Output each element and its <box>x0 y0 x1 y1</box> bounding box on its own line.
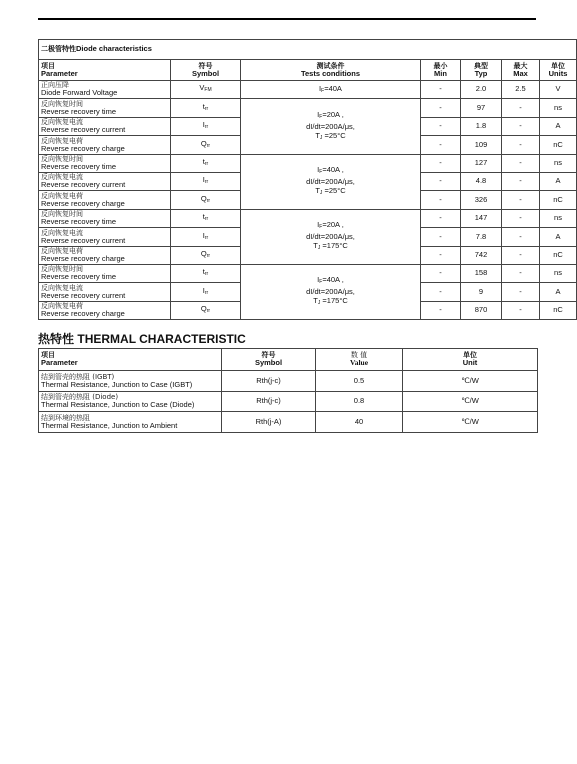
param-en: Reverse recovery time <box>41 106 117 116</box>
param-zh: 反向恢复时间 <box>41 265 83 274</box>
max-cell: - <box>502 99 540 117</box>
diode-characteristics-table <box>38 39 577 320</box>
thermal-param-en: Thermal Resistance, Junction to Case (IGBT) <box>41 379 193 389</box>
cond-line2: dI/dt=200A/μs, <box>306 121 355 131</box>
symbol-cell <box>171 228 241 246</box>
symbol-cell <box>171 81 241 99</box>
symbol-sub: rr <box>204 124 209 131</box>
header-conditions-zh: 测试条件 <box>316 61 345 70</box>
min-cell: - <box>421 264 461 282</box>
max-cell: - <box>502 283 540 301</box>
cond-temp-sub: J <box>319 134 323 141</box>
symbol-sub: rr <box>204 289 209 296</box>
cond-line2: dI/dt=200A/μs, <box>306 177 355 187</box>
param-cell <box>39 99 171 117</box>
max-cell: 2.5 <box>502 81 540 99</box>
unit-cell: A <box>540 228 577 246</box>
param-zh: 反向恢复电荷 <box>41 246 83 255</box>
unit-cell: A <box>540 283 577 301</box>
header-conditions-en: Tests conditions <box>300 68 361 78</box>
symbol-main: Q <box>200 248 207 258</box>
diode-header-row <box>39 60 577 81</box>
thermal-param-en: Thermal Resistance, Junction to Ambient <box>41 420 178 430</box>
table-row <box>39 264 577 282</box>
cond-sub: F <box>319 224 323 231</box>
param-zh: 反向恢复时间 <box>41 99 83 108</box>
cond-main: I <box>319 83 322 93</box>
max-cell: - <box>502 191 540 209</box>
header-min-zh: 最小 <box>433 61 448 70</box>
thermal-value-cell: 40 <box>316 412 403 433</box>
symbol-main: I <box>202 230 205 240</box>
symbol-sub: rr <box>204 105 209 112</box>
condition-cell <box>241 154 421 209</box>
header-parameter-zh: 项目 <box>41 61 55 70</box>
symbol-sub: rr <box>206 197 211 204</box>
cond-main: I <box>317 275 320 285</box>
thermal-header-parameter-en: Parameter <box>41 358 78 368</box>
symbol-cell <box>171 301 241 319</box>
typ-cell: 127 <box>461 154 502 172</box>
symbol-sub: rr <box>206 142 211 149</box>
min-cell: - <box>421 136 461 154</box>
cond-temp-sub: J <box>317 300 321 307</box>
cond-temp-rest: =175°C <box>320 241 348 251</box>
symbol-main: I <box>202 120 205 130</box>
typ-cell: 742 <box>461 246 502 264</box>
condition-cell <box>241 81 421 99</box>
max-cell: - <box>502 264 540 282</box>
param-en: Reverse recovery current <box>41 180 126 190</box>
unit-cell: A <box>540 117 577 135</box>
max-cell: - <box>502 301 540 319</box>
typ-cell: 326 <box>461 191 502 209</box>
symbol-cell <box>171 136 241 154</box>
table-row <box>39 99 577 117</box>
cond-sub: F <box>319 279 323 286</box>
min-cell: - <box>421 301 461 319</box>
symbol-sub: rr <box>206 308 211 315</box>
symbol-sub: rr <box>204 234 209 241</box>
header-units-en: Units <box>548 68 568 78</box>
thermal-header-row <box>39 349 538 371</box>
unit-cell: V <box>540 81 577 99</box>
thermal-header-value-zh: 数 值 <box>350 351 368 360</box>
thermal-symbol-cell: Rth(j-A) <box>222 412 316 433</box>
cond-main: I <box>317 109 320 119</box>
cond-temp-main: T <box>313 296 318 306</box>
param-zh: 反向恢复电荷 <box>41 302 83 311</box>
thermal-header-value <box>316 349 403 371</box>
header-parameter-en: Parameter <box>41 68 78 78</box>
symbol-main: Q <box>200 193 207 203</box>
header-min-en: Min <box>434 68 447 78</box>
symbol-sub: rr <box>204 216 209 223</box>
min-cell: - <box>421 172 461 190</box>
symbol-cell <box>171 209 241 227</box>
unit-cell: ns <box>540 154 577 172</box>
table-row <box>39 371 538 392</box>
symbol-cell <box>171 117 241 135</box>
min-cell: - <box>421 99 461 117</box>
thermal-symbol-cell: Rth(j-c) <box>222 371 316 392</box>
param-en: Reverse recovery time <box>41 272 117 282</box>
thermal-heading-en: THERMAL CHARACTERISTIC <box>77 332 246 346</box>
thermal-param-zh: 结到管壳的热阻 (IGBT) <box>41 372 115 381</box>
thermal-unit-cell: ℃/W <box>403 412 538 433</box>
symbol-cell <box>171 154 241 172</box>
typ-cell: 158 <box>461 264 502 282</box>
thermal-header-unit-en: Unit <box>462 358 478 368</box>
unit-cell: nC <box>540 301 577 319</box>
diode-table-title <box>39 40 577 60</box>
thermal-param-zh: 结到管壳的热阻 (Diode) <box>41 393 119 401</box>
typ-cell: 870 <box>461 301 502 319</box>
param-cell <box>39 81 171 99</box>
thermal-header-value-en: Value <box>349 358 369 368</box>
typ-cell: 97 <box>461 99 502 117</box>
symbol-main: V <box>199 83 205 93</box>
cond-sub: F <box>319 169 323 176</box>
thermal-header-parameter <box>39 349 222 371</box>
cond-main: I <box>317 165 320 175</box>
condition-cell <box>241 209 421 264</box>
header-typ-zh: 典型 <box>474 61 488 70</box>
param-zh: 反向恢复时间 <box>41 210 83 219</box>
thermal-value-cell: 0.5 <box>316 371 403 392</box>
cond-temp-main: T <box>315 186 320 196</box>
param-zh: 反向恢复电流 <box>41 118 83 127</box>
max-cell: - <box>502 228 540 246</box>
symbol-sub: rr <box>206 252 211 259</box>
symbol-main: I <box>202 175 205 185</box>
param-cell <box>39 209 171 227</box>
thermal-header-symbol <box>222 349 316 371</box>
param-cell <box>39 191 171 209</box>
header-conditions <box>241 60 421 81</box>
header-max-en: Max <box>513 68 528 78</box>
thermal-param-cell <box>39 412 222 433</box>
param-cell <box>39 172 171 190</box>
max-cell: - <box>502 154 540 172</box>
min-cell: - <box>421 209 461 227</box>
param-cell <box>39 117 171 135</box>
symbol-cell <box>171 172 241 190</box>
unit-cell: ns <box>540 99 577 117</box>
min-cell: - <box>421 283 461 301</box>
typ-cell: 1.8 <box>461 117 502 135</box>
symbol-cell <box>171 264 241 282</box>
param-zh: 反向恢复电流 <box>41 283 83 292</box>
unit-cell: nC <box>540 191 577 209</box>
symbol-main: t <box>202 101 205 111</box>
param-en: Reverse recovery charge <box>41 198 125 208</box>
param-zh: 反向恢复电流 <box>41 173 83 182</box>
thermal-header-unit <box>403 349 538 371</box>
symbol-main: t <box>202 212 205 222</box>
thermal-header-symbol-en: Symbol <box>254 358 283 368</box>
thermal-unit-cell: ℃/W <box>403 391 538 412</box>
cond-sub: F <box>321 87 325 94</box>
cond-temp-sub: J <box>319 190 323 197</box>
typ-cell: 9 <box>461 283 502 301</box>
param-cell <box>39 228 171 246</box>
header-symbol <box>171 60 241 81</box>
thermal-param-en: Thermal Resistance, Junction to Case (Diode) <box>41 400 195 409</box>
cond-temp-sub: J <box>317 245 321 252</box>
cond-rest: =40A <box>324 83 342 93</box>
cond-sub: F <box>319 113 323 120</box>
cond-temp-rest: =25°C <box>322 130 346 140</box>
param-cell <box>39 264 171 282</box>
cond-main: I <box>317 220 320 230</box>
thermal-param-cell <box>39 371 222 392</box>
symbol-cell <box>171 246 241 264</box>
thermal-characteristic-table <box>38 348 538 433</box>
table-row <box>39 81 577 99</box>
param-zh: 反向恢复电流 <box>41 228 83 237</box>
cond-line2: dI/dt=200A/μs, <box>306 287 355 297</box>
param-en: Reverse recovery charge <box>41 143 125 153</box>
symbol-cell <box>171 191 241 209</box>
thermal-param-cell <box>39 391 222 412</box>
symbol-main: t <box>202 267 205 277</box>
typ-cell: 147 <box>461 209 502 227</box>
symbol-sub: rr <box>204 179 209 186</box>
param-cell <box>39 301 171 319</box>
cond-temp-rest: =175°C <box>320 296 348 306</box>
cond-temp-rest: =25°C <box>322 186 346 196</box>
param-zh: 反向恢复时间 <box>41 155 83 163</box>
cond-rest: =20A , <box>322 220 344 230</box>
symbol-cell <box>171 99 241 117</box>
param-cell <box>39 154 171 172</box>
cond-temp-main: T <box>315 130 320 140</box>
typ-cell: 2.0 <box>461 81 502 99</box>
param-cell <box>39 283 171 301</box>
table-row <box>39 209 577 227</box>
typ-cell: 4.8 <box>461 172 502 190</box>
typ-cell: 7.8 <box>461 228 502 246</box>
param-en: Reverse recovery time <box>41 162 117 171</box>
top-rule <box>38 18 536 20</box>
header-symbol-zh: 符号 <box>198 61 213 70</box>
header-typ <box>461 60 502 81</box>
max-cell: - <box>502 172 540 190</box>
max-cell: - <box>502 246 540 264</box>
header-units-zh: 单位 <box>551 61 565 70</box>
symbol-main: I <box>202 285 205 295</box>
diode-title-zh: 二极管特性 <box>41 45 76 54</box>
param-en: Reverse recovery time <box>41 217 117 227</box>
thermal-symbol-cell: Rth(j-c) <box>222 391 316 412</box>
min-cell: - <box>421 154 461 172</box>
thermal-param-zh: 结到环境的热阻 <box>41 413 90 422</box>
param-en: Reverse recovery charge <box>41 253 125 263</box>
param-zh: 反向恢复电荷 <box>41 191 83 200</box>
table-row <box>39 391 538 412</box>
condition-cell <box>241 264 421 319</box>
unit-cell: nC <box>540 136 577 154</box>
symbol-main: Q <box>200 304 207 314</box>
symbol-cell <box>171 283 241 301</box>
symbol-main: Q <box>200 138 207 148</box>
table-row <box>39 412 538 433</box>
thermal-header-parameter-zh: 项目 <box>41 351 55 360</box>
cond-temp-main: T <box>313 241 318 251</box>
param-en: Reverse recovery current <box>41 125 126 135</box>
table-row <box>39 154 577 172</box>
thermal-value-cell: 0.8 <box>316 391 403 412</box>
symbol-sub: rr <box>204 271 209 278</box>
param-cell <box>39 136 171 154</box>
thermal-header-symbol-zh: 符号 <box>261 351 276 360</box>
param-en: Reverse recovery charge <box>41 309 125 319</box>
unit-cell: ns <box>540 209 577 227</box>
symbol-main: t <box>202 157 205 166</box>
unit-cell: ns <box>540 264 577 282</box>
unit-cell: A <box>540 172 577 190</box>
cond-rest: =20A , <box>322 109 344 119</box>
min-cell: - <box>421 191 461 209</box>
typ-cell: 109 <box>461 136 502 154</box>
min-cell: - <box>421 117 461 135</box>
unit-cell: nC <box>540 246 577 264</box>
header-parameter <box>39 60 171 81</box>
header-min <box>421 60 461 81</box>
param-cell <box>39 246 171 264</box>
cond-rest: =40A , <box>322 275 344 285</box>
condition-cell <box>241 99 421 154</box>
diode-title-en: Diode characteristics <box>76 44 152 54</box>
thermal-header-unit-zh: 单位 <box>463 351 477 360</box>
min-cell: - <box>421 81 461 99</box>
min-cell: - <box>421 228 461 246</box>
max-cell: - <box>502 136 540 154</box>
param-en: Reverse recovery current <box>41 290 126 300</box>
header-max-zh: 最大 <box>513 61 528 70</box>
header-max <box>502 60 540 81</box>
thermal-heading-zh: 热特性 <box>38 332 75 346</box>
symbol-sub: FM <box>204 87 212 94</box>
symbol-sub: rr <box>204 161 209 167</box>
param-zh: 反向恢复电荷 <box>41 136 83 145</box>
thermal-heading <box>38 332 246 346</box>
min-cell: - <box>421 246 461 264</box>
param-en: Reverse recovery current <box>41 235 126 245</box>
param-en: Diode Forward Voltage <box>41 88 118 98</box>
thermal-unit-cell: ℃/W <box>403 371 538 392</box>
max-cell: - <box>502 209 540 227</box>
cond-rest: =40A , <box>322 165 344 175</box>
param-zh: 正向压降 <box>41 81 69 90</box>
cond-line2: dI/dt=200A/μs, <box>306 232 355 242</box>
max-cell: - <box>502 117 540 135</box>
header-units <box>540 60 577 81</box>
header-typ-en: Typ <box>474 68 488 78</box>
header-symbol-en: Symbol <box>191 68 220 78</box>
